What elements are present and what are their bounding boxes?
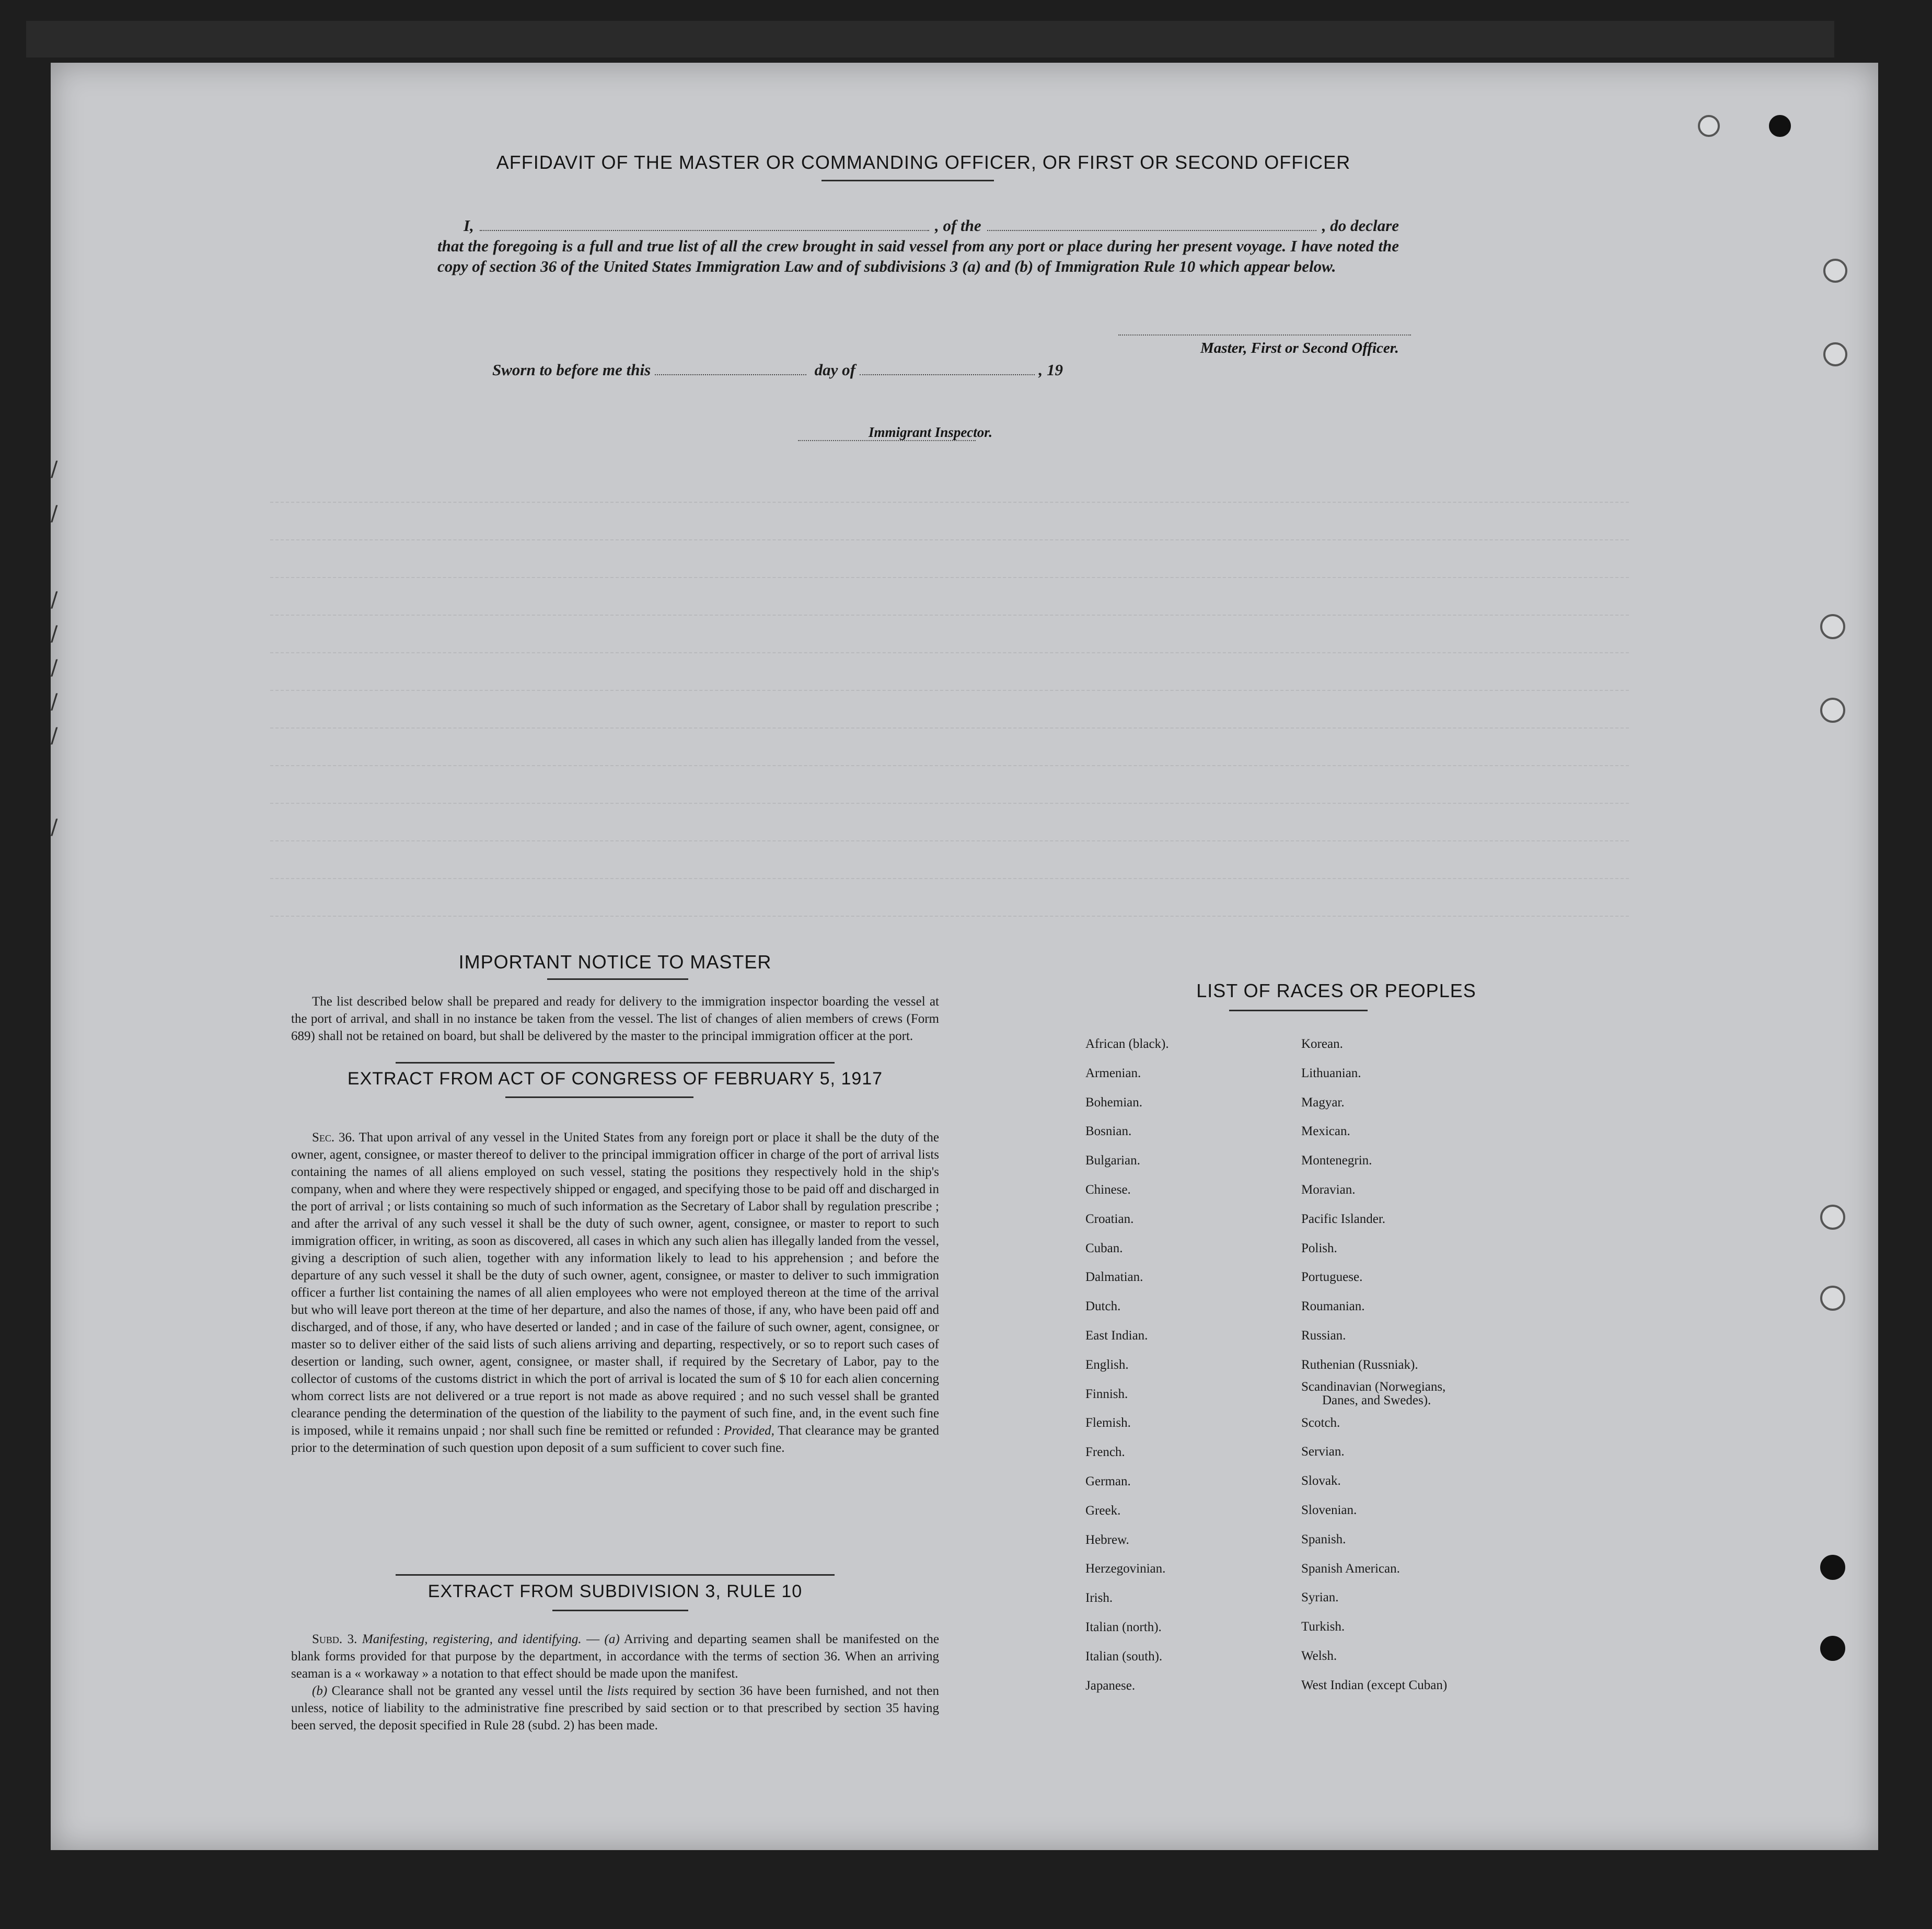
race-item: Magyar. bbox=[1301, 1095, 1345, 1110]
race-item: Slovenian. bbox=[1301, 1503, 1357, 1517]
notice-text: The list described below shall be prepared and ready for delivery to the immigration inspector boarding the vessel at the port of arrival, and shall in no instance be taken from the vessel. The list of changes of alien members of crews (Form 689) shall not be retained on board, but shall be delivered by the master to the principal immigration officer at the port. bbox=[291, 995, 939, 1043]
rule-b-text-2: required by section 36 have been furnished, and not then unless, notice of liability to the administrative fine prescribed by said section or to that prescribed by section 35 having been served, the deposit specified in Rule 28 (subd. 2) has been made. bbox=[291, 1684, 939, 1732]
binder-hole bbox=[1820, 1286, 1845, 1311]
sworn-label: Sworn to before me this bbox=[492, 361, 651, 379]
act-text: That upon arrival of any vessel in the United States from any foreign port or place it shall be the duty of the owner, agent, consignee, or master thereof to deliver to the principal immigration officer in charge of the port of arrival lists containing the names of all aliens employed on such vessel, stating the positions they respectively hold in the ship's company, when and where they were respectively shipped or engaged, and specifying those to be paid off and discharged in the port of arrival ; or lists containing so much of such information as the Secretary of Labor shall by regulation prescribe ; and after the arrival of any such vessel it shall be the duty of such owner, agent, consignee, or master to report to such immigration officer, in writing, as soon as discovered, all cases in which any such alien has illegally landed from the vessel, giving a description of such alien, together with any information likely to lead to his apprehension ; and before the departure of any such vessel it shall be the duty of such owner, agent, consignee, or master to deliver to such immigration officer a further list containing the names of all alien employees who were not employed thereon at the time of the arrival but who will leave port thereon at the time of her departure, and also the names of those, if any, who have been paid off and discharged, and of those, if any, who have deserted or landed ; and in case of the failure of such owner, agent, consignee, or master so to deliver either of the said lists of such aliens arriving and departing, respectively, or so to report such cases of desertion or landing, such owner, agent, consignee, or master shall, if required by the Secretary of Labor, pay to the collector of customs of the customs district in which the port of arrival is located the sum of $ 10 for each alien concerning whom correct lists are not delivered or a true report is not made as above required ; and no such vessel shall be granted clearance pending the determination of the question of the liability to the payment of such fine, and, in the event such fine is imposed, while it remains unpaid ; nor shall such fine be remitted or refunded : bbox=[291, 1130, 939, 1438]
notice-body bbox=[291, 993, 939, 1045]
subd-label: Subd. 3. bbox=[312, 1632, 357, 1646]
race-item: Scotch. bbox=[1301, 1415, 1340, 1430]
race-item: Bosnian. bbox=[1085, 1124, 1132, 1139]
binder-hole bbox=[1769, 115, 1791, 137]
races-left-column bbox=[1085, 1030, 1169, 1700]
inspector-label: Immigrant Inspector. bbox=[869, 424, 993, 440]
vessel-name-line bbox=[987, 229, 1316, 231]
race-item: Flemish. bbox=[1085, 1416, 1131, 1430]
binder-hole bbox=[1823, 259, 1847, 283]
races-right-column bbox=[1301, 1030, 1447, 1700]
scanner-top-shadow bbox=[26, 21, 1834, 57]
race-item: Ruthenian (Russniak). bbox=[1301, 1357, 1418, 1372]
sworn-day-of: day of bbox=[814, 361, 855, 379]
affidavit-body: that the foregoing is a full and true list of all the crew brought in said vessel from any port or place during her present voyage. I have noted the copy of section 36 of the United States Immigration Law and of subdivisions 3 (a) and (b) of Immigration Rule 10 which appear below. bbox=[437, 237, 1399, 275]
race-item: Servian. bbox=[1301, 1445, 1345, 1459]
race-item: Roumanian. bbox=[1301, 1299, 1365, 1314]
race-item: Pacific Islander. bbox=[1301, 1211, 1386, 1226]
race-item: Chinese. bbox=[1085, 1182, 1131, 1197]
race-item: Irish. bbox=[1085, 1591, 1113, 1605]
binder-hole bbox=[1823, 342, 1847, 366]
provided-text: That clearance may be granted prior to the determination of such question upon deposit of a sum sufficient to cover such fine. bbox=[291, 1424, 939, 1455]
section-divider bbox=[396, 1062, 835, 1064]
binder-hole bbox=[1698, 115, 1720, 137]
binder-hole bbox=[1820, 1555, 1845, 1580]
race-item: Welsh. bbox=[1301, 1648, 1337, 1663]
race-item: Polish. bbox=[1301, 1241, 1337, 1255]
race-item: Mexican. bbox=[1301, 1124, 1350, 1139]
race-item: Russian. bbox=[1301, 1328, 1346, 1343]
margin-tick-mark: / bbox=[51, 690, 58, 714]
race-item: Spanish American. bbox=[1301, 1561, 1400, 1576]
heading-underline bbox=[1229, 1010, 1368, 1011]
sworn-day-line bbox=[655, 374, 806, 375]
affidavit-title: AFFIDAVIT OF THE MASTER OR COMMANDING OFFICER, OR FIRST OR SECOND OFFICER bbox=[496, 152, 1351, 173]
rule-a-marker: (a) bbox=[604, 1632, 620, 1646]
race-item-line: Danes, and Swedes). bbox=[1322, 1393, 1431, 1407]
race-item: French. bbox=[1085, 1445, 1125, 1460]
rule-b-lists: lists bbox=[607, 1684, 629, 1698]
rule-b-text-1: Clearance shall not be granted any vessel until the bbox=[331, 1684, 603, 1698]
binder-hole bbox=[1820, 1205, 1845, 1230]
races-title: LIST OF RACES OR PEOPLES bbox=[1196, 980, 1476, 1001]
officer-name-line bbox=[480, 229, 929, 231]
margin-tick-mark: / bbox=[51, 656, 58, 680]
rule-a-text: Arriving and departing seamen shall be manifested on the blank forms provided for that purpose by the department, in accordance with the terms of section 36. When an arriving seaman is a « workaway » a notation to that effect should be made upon the manifest. bbox=[291, 1632, 940, 1681]
master-signature-line bbox=[1118, 334, 1411, 336]
race-item: West Indian (except Cuban) bbox=[1301, 1678, 1448, 1692]
race-item: Japanese. bbox=[1085, 1678, 1136, 1693]
race-item: African (black). bbox=[1085, 1037, 1169, 1051]
race-item: Portuguese. bbox=[1301, 1270, 1363, 1285]
race-item: Slovak. bbox=[1301, 1474, 1341, 1488]
sec-label: Sec. 36. bbox=[312, 1130, 355, 1145]
affidavit-do-declare: , do declare bbox=[1322, 216, 1399, 235]
race-item: East Indian. bbox=[1085, 1328, 1148, 1343]
notice-title: IMPORTANT NOTICE TO MASTER bbox=[458, 951, 772, 973]
rule-body: Subd. 3. Manifesting, registering, and identifying. — (a) Arriving and departing seamen shall be manifested on the blank forms provided for that purpose by the department, in accordance with the terms of section 36. When an arriving seaman is a « workaway » a notation to that effect should be made upon the manifest. (b) Clearance shall not be granted any vessel until the lists required by section 36 have been furnished, and not then unless, notice of liability to the administrative fine prescribed by said section or to that prescribed by section 35 having been served, the deposit specified in Rule 28 (subd. 2) has been made. bbox=[291, 1632, 940, 1732]
race-item: English. bbox=[1085, 1357, 1129, 1372]
race-item: Montenegrin. bbox=[1301, 1153, 1372, 1168]
heading-underline bbox=[547, 978, 688, 980]
race-item: Bulgarian. bbox=[1085, 1153, 1140, 1168]
race-item: Herzegovinian. bbox=[1085, 1562, 1166, 1576]
margin-tick-mark: / bbox=[51, 502, 58, 526]
act-body bbox=[291, 1129, 939, 1457]
rule-b-marker: (b) bbox=[312, 1684, 328, 1698]
manifest-page bbox=[51, 63, 1878, 1850]
race-item: Cuban. bbox=[1085, 1241, 1123, 1255]
rule-title: EXTRACT FROM SUBDIVISION 3, RULE 10 bbox=[427, 1581, 803, 1601]
affidavit-declaration bbox=[437, 215, 1399, 276]
race-item: Dalmatian. bbox=[1085, 1270, 1143, 1285]
race-item: Syrian. bbox=[1301, 1590, 1339, 1605]
race-item-line: Scandinavian (Norwegians, bbox=[1301, 1379, 1446, 1394]
affidavit-i: I, bbox=[464, 216, 474, 235]
race-item: Italian (north). bbox=[1085, 1620, 1162, 1634]
margin-tick-mark: / bbox=[51, 588, 58, 612]
act-title: EXTRACT FROM ACT OF CONGRESS OF FEBRUARY 5, 1917 bbox=[347, 1069, 883, 1089]
provided-label: Provided, bbox=[723, 1424, 774, 1438]
race-item: Armenian. bbox=[1085, 1066, 1141, 1080]
heading-underline bbox=[505, 1096, 693, 1098]
margin-tick-mark: / bbox=[51, 815, 58, 839]
master-signature-label: Master, First or Second Officer. bbox=[1200, 340, 1399, 356]
heading-underline bbox=[552, 1610, 688, 1611]
binder-hole bbox=[1820, 1636, 1845, 1661]
binder-hole bbox=[1820, 698, 1845, 723]
race-item: Croatian. bbox=[1085, 1211, 1134, 1226]
affidavit-of-the: , of the bbox=[934, 216, 981, 235]
race-item: Finnish. bbox=[1085, 1387, 1128, 1401]
margin-tick-mark: / bbox=[51, 724, 58, 748]
race-item: Turkish. bbox=[1301, 1620, 1345, 1634]
sworn-month-line bbox=[860, 374, 1035, 375]
race-item: Spanish. bbox=[1301, 1532, 1346, 1546]
race-item bbox=[1301, 1380, 1447, 1408]
sworn-line bbox=[492, 360, 1063, 380]
race-item: German. bbox=[1085, 1474, 1131, 1488]
sworn-year: , 19 bbox=[1038, 361, 1063, 379]
race-item: Dutch. bbox=[1085, 1299, 1121, 1314]
race-item: Korean. bbox=[1301, 1037, 1343, 1051]
section-divider bbox=[396, 1574, 835, 1576]
heading-underline bbox=[822, 180, 994, 181]
race-item: Bohemian. bbox=[1085, 1095, 1143, 1110]
race-item: Greek. bbox=[1085, 1503, 1121, 1518]
race-item: Italian (south). bbox=[1085, 1649, 1163, 1664]
margin-tick-mark: / bbox=[51, 622, 58, 646]
margin-tick-mark: / bbox=[51, 457, 58, 481]
race-item: Lithuanian. bbox=[1301, 1066, 1361, 1080]
race-item: Moravian. bbox=[1301, 1182, 1356, 1197]
subd-heading: Manifesting, registering, and identifying. bbox=[362, 1632, 582, 1646]
binder-hole bbox=[1820, 614, 1845, 639]
race-item: Hebrew. bbox=[1085, 1532, 1129, 1547]
